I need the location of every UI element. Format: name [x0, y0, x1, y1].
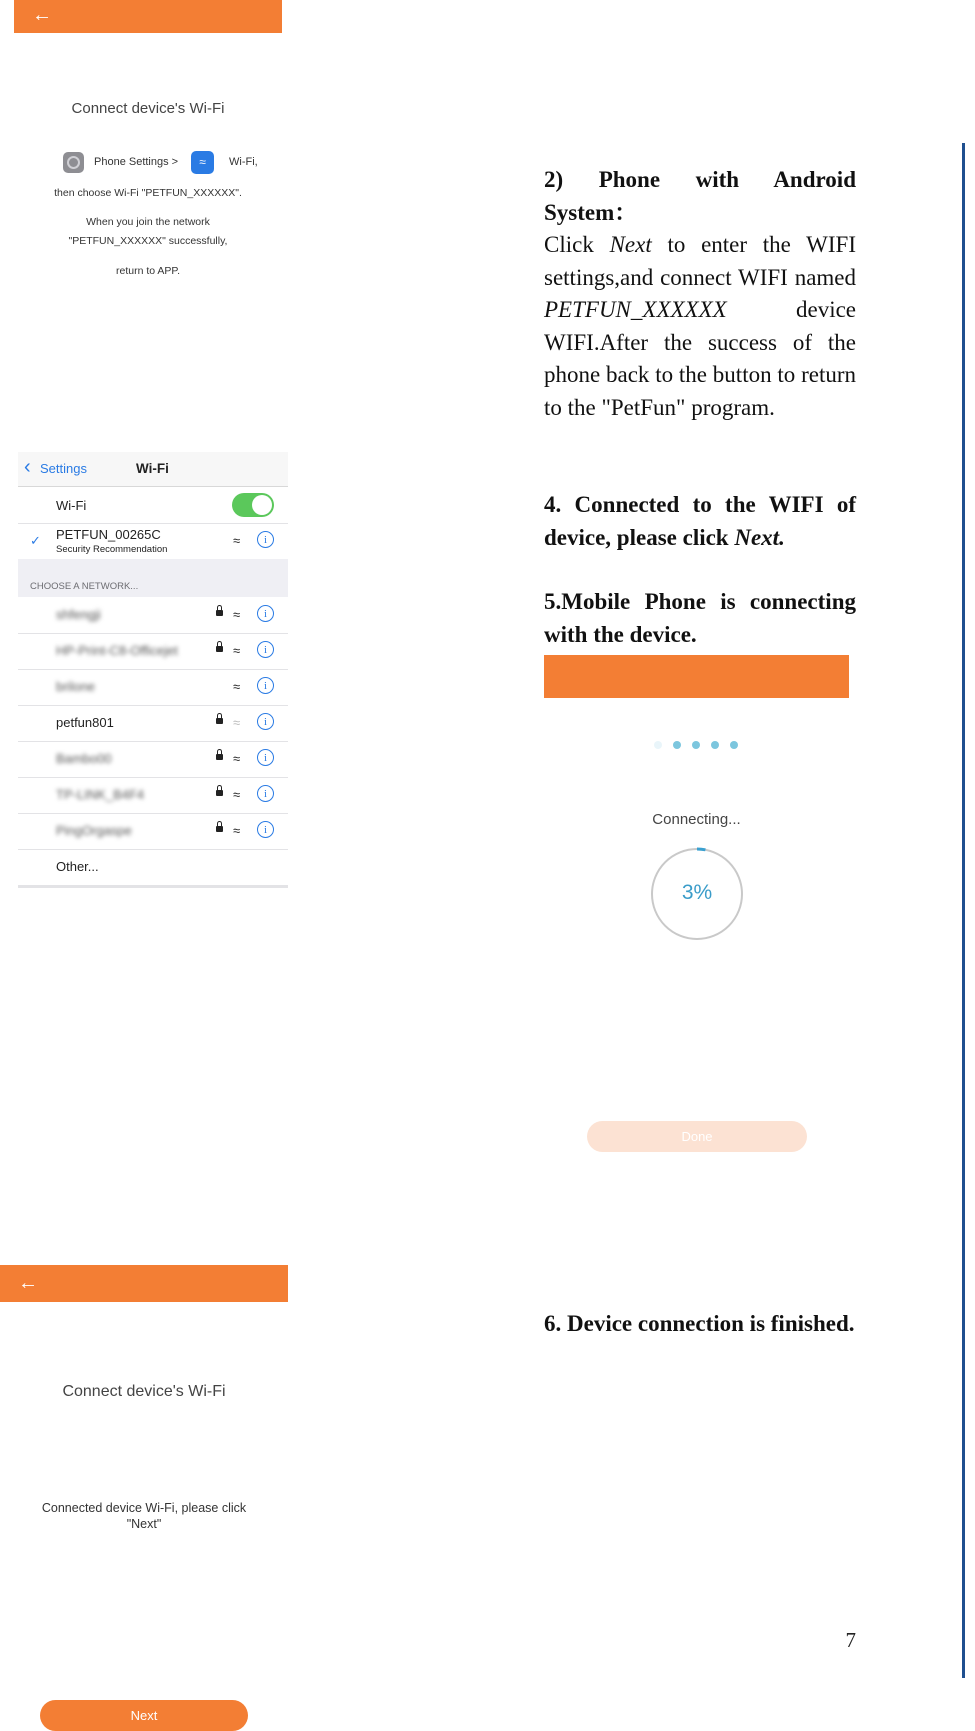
info-icon[interactable]: i	[257, 605, 274, 622]
step5-text: 5.Mobile Phone is connecting with the device.	[544, 589, 856, 647]
instruction-choose-wifi: then choose Wi-Fi "PETFUN_XXXXXX".	[54, 187, 242, 199]
wifi-signal-icon: ≈	[233, 751, 241, 766]
screen3-title: Connect device's Wi-Fi	[62, 1383, 226, 1400]
other-network-row[interactable]	[18, 849, 288, 888]
wifi-signal-icon: ≈	[233, 787, 241, 802]
network-row[interactable]	[18, 705, 288, 742]
lock-icon	[216, 718, 223, 724]
network-row[interactable]	[18, 813, 288, 850]
connecting-header-bar	[544, 655, 849, 698]
screen1-title: Connect device's Wi-Fi	[71, 100, 225, 117]
instruction-success: "PETFUN_XXXXXX" successfully,	[68, 235, 228, 247]
network-name: PingOrgaspe	[56, 823, 132, 838]
other-network-label: Other...	[56, 859, 99, 874]
choose-network-header: CHOOSE A NETWORK...	[30, 581, 139, 592]
info-icon[interactable]: i	[257, 641, 274, 658]
loading-dot	[673, 741, 681, 749]
wifi-signal-icon: ≈	[233, 679, 241, 694]
connected-network-name: PETFUN_00265C	[56, 527, 161, 542]
wifi-settings-screen	[18, 452, 288, 886]
info-icon[interactable]: i	[257, 749, 274, 766]
network-name: petfun801	[56, 715, 114, 730]
margin-rule	[962, 143, 965, 1678]
loading-dot	[692, 741, 700, 749]
instruction-return: return to APP.	[115, 265, 180, 277]
screen1-header-bar	[14, 0, 282, 33]
done-button[interactable]	[587, 1121, 807, 1152]
network-row[interactable]	[18, 777, 288, 814]
info-icon[interactable]: i	[257, 531, 274, 548]
instruction-join-network: When you join the network	[86, 216, 210, 228]
loading-dot	[730, 741, 738, 749]
instruction-phone-settings: Phone Settings >	[94, 156, 179, 168]
lock-icon	[216, 646, 223, 652]
wifi-toggle-switch[interactable]	[232, 493, 274, 517]
step4-text: 4. Connected to the WIFI of device, please click Next.	[544, 492, 856, 550]
back-arrow-icon[interactable]: ←	[18, 1272, 38, 1294]
settings-back-link[interactable]: Settings	[40, 461, 87, 476]
network-row[interactable]	[18, 597, 288, 634]
info-icon[interactable]: i	[257, 677, 274, 694]
loading-dot	[711, 741, 719, 749]
screen3-header-bar	[0, 1265, 288, 1302]
android-body: Click Next to enter the WIFI settings,and connect WIFI named PETFUN_XXXXXX device WIFI.After the success of the phone back to the button to return to the "PetFun" program.	[544, 232, 856, 420]
instruction-wifi: Wi-Fi,	[229, 156, 258, 168]
network-row[interactable]	[18, 633, 288, 670]
screen3-message-line1: Connected device Wi-Fi, please click	[41, 1501, 247, 1515]
network-row[interactable]	[18, 669, 288, 706]
wifi-nav-bar	[18, 452, 288, 487]
wifi-signal-icon: ≈	[233, 643, 241, 658]
info-icon[interactable]: i	[257, 821, 274, 838]
screen3-message-line2: "Next"	[126, 1517, 162, 1531]
back-chevron-icon[interactable]: ‹	[24, 456, 31, 478]
lock-icon	[216, 754, 223, 760]
lock-icon	[216, 790, 223, 796]
next-button-label: Next	[130, 1708, 158, 1723]
info-icon[interactable]: i	[257, 785, 274, 802]
network-name: brilone	[56, 679, 96, 694]
next-button[interactable]	[40, 1700, 248, 1731]
connecting-status: Connecting...	[652, 811, 741, 828]
android-section	[544, 164, 856, 424]
step6-text: 6. Device connection is finished.	[544, 1311, 855, 1336]
wifi-toggle-label: Wi-Fi	[56, 498, 87, 513]
wifi-app-icon: ≈	[191, 151, 214, 174]
lock-icon	[216, 610, 223, 616]
done-button-label: Done	[681, 1129, 713, 1144]
lock-icon	[216, 826, 223, 832]
wifi-signal-icon: ≈	[233, 823, 241, 838]
wifi-toggle-row	[18, 487, 288, 524]
choose-network-section	[18, 559, 288, 597]
connected-network-sub: Security Recommendation	[56, 544, 168, 555]
network-name: HP-Print-C8-Officejet	[56, 643, 178, 658]
connected-network-row[interactable]	[18, 523, 288, 559]
progress-label: 3%	[681, 881, 713, 904]
network-name: TP-LINK_B4F4	[56, 787, 145, 802]
network-name: shfengji	[56, 607, 101, 622]
wifi-signal-icon: ≈	[233, 715, 241, 730]
page-number: 7	[845, 1628, 856, 1652]
network-name: Bambo00	[56, 751, 112, 766]
android-heading: 2) Phone with Android System：	[544, 167, 856, 225]
checkmark-icon: ✓	[30, 533, 41, 548]
loading-dot	[654, 741, 662, 749]
network-row[interactable]	[18, 741, 288, 778]
back-arrow-icon[interactable]: ←	[32, 4, 52, 26]
wifi-nav-title: Wi-Fi	[136, 461, 169, 476]
wifi-signal-icon: ≈	[233, 607, 241, 622]
info-icon[interactable]: i	[257, 713, 274, 730]
wifi-signal-icon: ≈	[233, 533, 241, 548]
settings-gear-icon	[63, 152, 84, 173]
loading-dots	[654, 740, 744, 752]
